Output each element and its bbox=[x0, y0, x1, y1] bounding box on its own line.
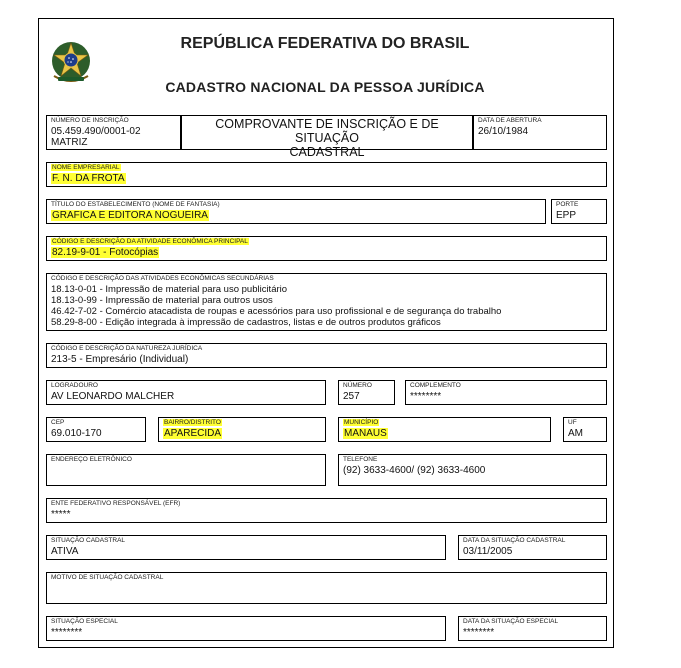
brazil-coat-of-arms-icon bbox=[48, 40, 94, 86]
municipio-label: MUNICÍPIO bbox=[344, 419, 379, 426]
cep-label: CEP bbox=[51, 419, 65, 426]
comprovante-box bbox=[181, 115, 473, 159]
document-title: REPÚBLICA FEDERATIVA DO BRASIL bbox=[180, 35, 470, 52]
comprovante-line1: COMPROVANTE DE INSCRIÇÃO E DE SITUAÇÃO bbox=[215, 117, 439, 145]
motivo-box bbox=[46, 572, 607, 604]
natureza-box bbox=[46, 343, 607, 368]
porte-box bbox=[551, 199, 607, 224]
data-situacao-box bbox=[458, 535, 607, 560]
efr-value: ***** bbox=[51, 509, 71, 520]
nome-value: F. N. DA FROTA bbox=[52, 173, 125, 184]
municipio-value: MANAUS bbox=[344, 428, 387, 439]
atividade-secundaria-item: 46.42-7-02 - Comércio atacadista de roupas e acessórios para uso profissional e de segurança do trabalho bbox=[51, 306, 502, 317]
natureza-label: CÓDIGO E DESCRIÇÃO DA NATUREZA JURÍDICA bbox=[51, 345, 203, 352]
atividades-secundarias-box bbox=[46, 273, 607, 331]
abertura-box bbox=[473, 115, 607, 150]
telefone-box bbox=[338, 454, 607, 486]
nome-box bbox=[46, 162, 607, 187]
atividade-principal-label: CÓDIGO E DESCRIÇÃO DA ATIVIDADE ECONÔMICA PRINCIPAL bbox=[52, 238, 248, 245]
atividade-secundaria-item: 18.13-0-01 - Impressão de material para uso publicitário bbox=[51, 284, 288, 295]
situacao-value: ATIVA bbox=[51, 546, 79, 557]
data-situacao-especial-box bbox=[458, 616, 607, 641]
inscricao-box bbox=[46, 115, 181, 150]
logradouro-box bbox=[46, 380, 326, 405]
motivo-label: MOTIVO DE SITUAÇÃO CADASTRAL bbox=[51, 574, 164, 581]
data-situacao-especial-value: ******** bbox=[463, 627, 495, 638]
email-box bbox=[46, 454, 326, 486]
situacao-especial-box bbox=[46, 616, 446, 641]
numero-value: 257 bbox=[343, 391, 360, 402]
logradouro-value: AV LEONARDO MALCHER bbox=[51, 391, 175, 402]
efr-box bbox=[46, 498, 607, 523]
bairro-box bbox=[158, 417, 326, 442]
atividade-principal-value: 82.19-9-01 - Fotocópias bbox=[52, 247, 159, 258]
uf-label: UF bbox=[568, 419, 577, 426]
atividade-principal-box bbox=[46, 236, 607, 261]
email-label: ENDEREÇO ELETRÔNICO bbox=[51, 456, 132, 463]
porte-value: EPP bbox=[556, 210, 577, 221]
nome-label: NOME EMPRESARIAL bbox=[52, 164, 120, 171]
inscricao-numero: 05.459.490/0001-02 bbox=[51, 126, 141, 137]
situacao-box bbox=[46, 535, 446, 560]
data-situacao-especial-label: DATA DA SITUAÇÃO ESPECIAL bbox=[463, 618, 559, 625]
numero-box bbox=[338, 380, 395, 405]
atividade-secundaria-item: 18.13-0-99 - Impressão de material para outros usos bbox=[51, 295, 273, 306]
atividades-secundarias-label: CÓDIGO E DESCRIÇÃO DAS ATIVIDADES ECONÔMICAS SECUNDÁRIAS bbox=[51, 275, 274, 282]
situacao-label: SITUAÇÃO CADASTRAL bbox=[51, 537, 126, 544]
bairro-label: BAIRRO/DISTRITO bbox=[164, 419, 221, 426]
cep-value: 69.010-170 bbox=[51, 428, 102, 439]
abertura-label: DATA DE ABERTURA bbox=[478, 117, 542, 124]
data-situacao-label: DATA DA SITUAÇÃO CADASTRAL bbox=[463, 537, 566, 544]
efr-label: ENTE FEDERATIVO RESPONSÁVEL (EFR) bbox=[51, 500, 181, 507]
abertura-value: 26/10/1984 bbox=[478, 126, 529, 137]
telefone-label: TELEFONE bbox=[343, 456, 378, 463]
logradouro-label: LOGRADOURO bbox=[51, 382, 98, 389]
atividade-secundaria-item: 58.29-8-00 - Edição integrada à impressão de cadastros, listas e de outros produtos gráficos bbox=[51, 317, 441, 328]
uf-box bbox=[563, 417, 607, 442]
comprovante-line2: CADASTRAL bbox=[289, 145, 365, 159]
fantasia-value: GRAFICA E EDITORA NOGUEIRA bbox=[52, 210, 208, 221]
document-subtitle: CADASTRO NACIONAL DA PESSOA JURÍDICA bbox=[165, 79, 485, 95]
inscricao-tipo: MATRIZ bbox=[51, 137, 88, 148]
inscricao-label: NÚMERO DE INSCRIÇÃO bbox=[51, 117, 129, 124]
fantasia-box bbox=[46, 199, 546, 224]
numero-label: NÚMERO bbox=[343, 382, 372, 389]
telefone-value: (92) 3633-4600/ (92) 3633-4600 bbox=[343, 465, 486, 476]
complemento-label: COMPLEMENTO bbox=[410, 382, 461, 389]
porte-label: PORTE bbox=[556, 201, 579, 208]
situacao-especial-value: ******** bbox=[51, 627, 83, 638]
cep-box bbox=[46, 417, 146, 442]
data-situacao-value: 03/11/2005 bbox=[463, 546, 513, 557]
municipio-box bbox=[338, 417, 551, 442]
situacao-especial-label: SITUAÇÃO ESPECIAL bbox=[51, 618, 118, 625]
complemento-box bbox=[405, 380, 607, 405]
fantasia-label: TÍTULO DO ESTABELECIMENTO (NOME DE FANTASIA) bbox=[51, 201, 220, 208]
natureza-value: 213-5 - Empresário (Individual) bbox=[51, 354, 189, 365]
complemento-value: ******** bbox=[410, 391, 442, 402]
uf-value: AM bbox=[568, 428, 583, 439]
bairro-value: APARECIDA bbox=[164, 428, 222, 439]
